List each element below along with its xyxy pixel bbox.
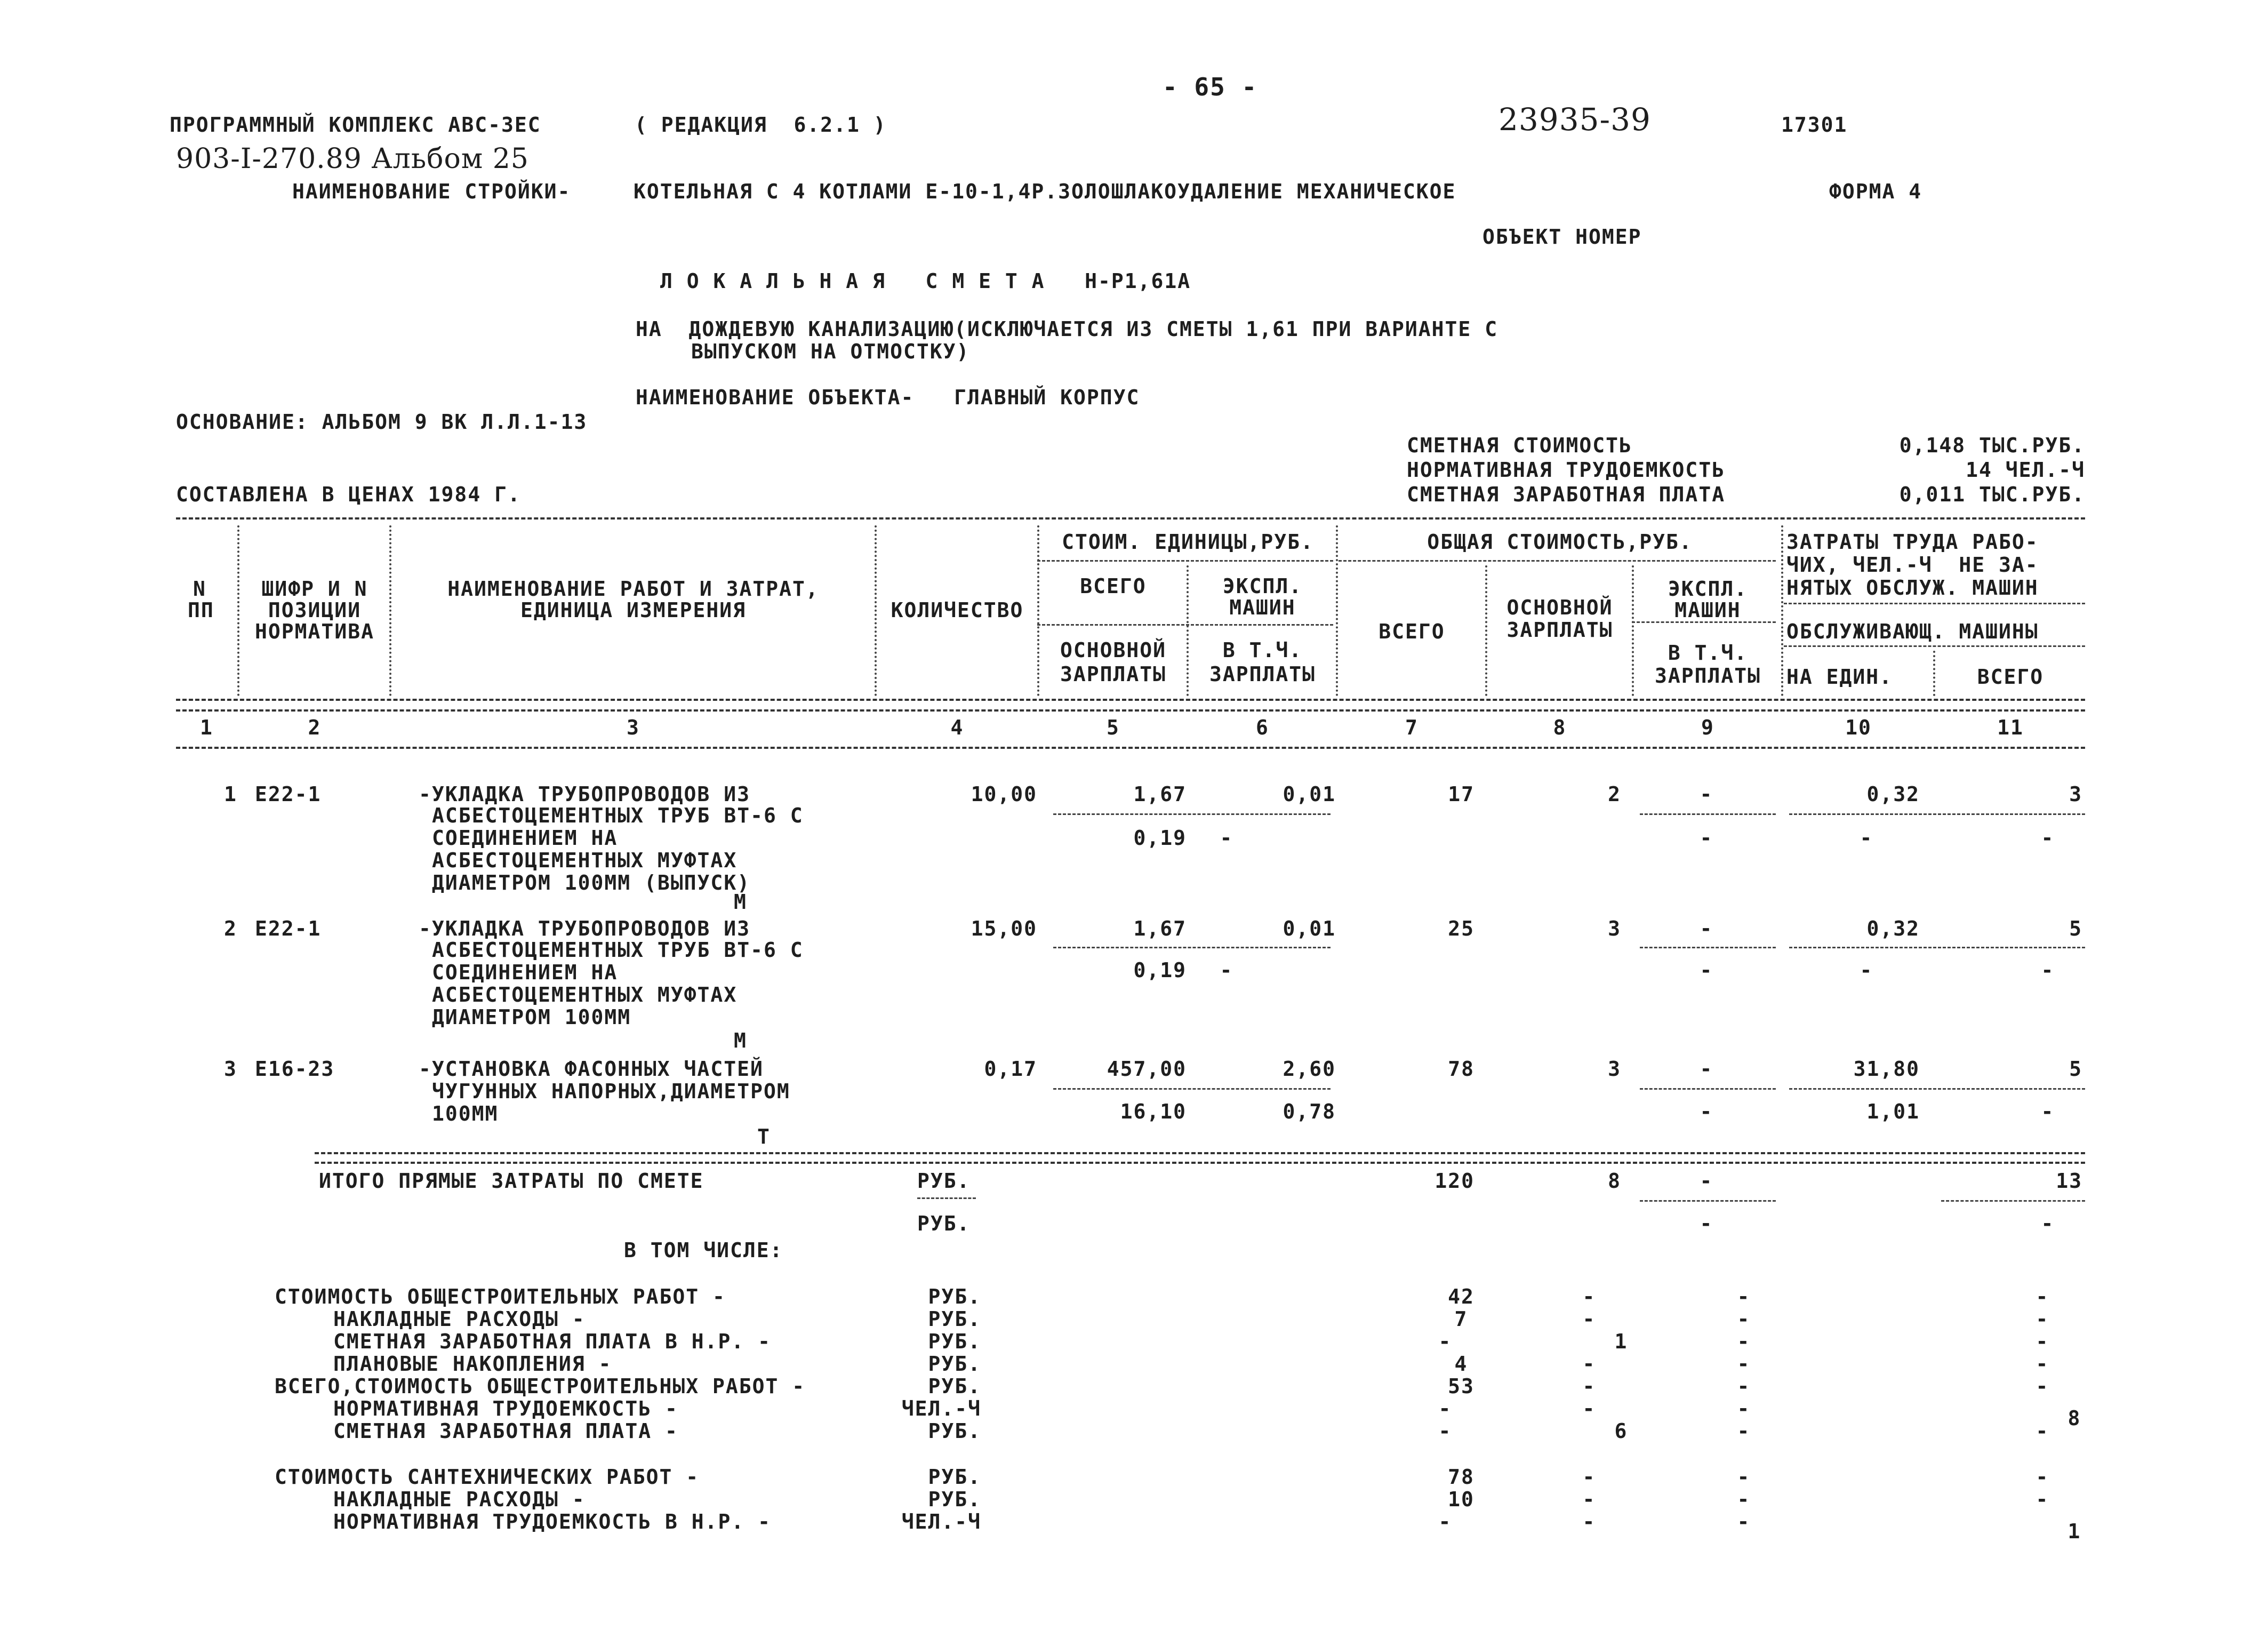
row-2-labor-split — [1789, 947, 2085, 948]
breakdown-unit: РУБ. — [928, 1375, 981, 1398]
row-3-unit: Т — [757, 1125, 771, 1148]
labor-service-label: ОБСЛУЖИВАЮЩ. МАШИНЫ — [1786, 620, 2039, 643]
breakdown-label: СТОИМОСТЬ ОБЩЕСТРОИТЕЛЬНЫХ РАБОТ - — [275, 1285, 726, 1308]
col-number-10: 10 — [1845, 716, 1872, 739]
row-1-name-5: ДИАМЕТРОМ 100ММ (ВЫПУСК) — [432, 871, 751, 894]
row-2-tc-total: 25 — [1448, 917, 1474, 940]
row-2-unit: М — [734, 1029, 747, 1052]
subject-line-2: ВЫПУСКОМ НА ОТМОСТКУ) — [691, 340, 970, 363]
breakdown-unit: ЧЕЛ.-Ч — [901, 1397, 981, 1420]
breakdown-unit: РУБ. — [928, 1352, 981, 1376]
page-number: - 65 - — [1163, 73, 1258, 101]
breakdown-machines: - — [1737, 1375, 1751, 1398]
column-numbers-bottom-rule — [176, 747, 2085, 749]
edition: ( РЕДАКЦИЯ 6.2.1 ) — [635, 113, 887, 137]
total-cost-total-label: ВСЕГО — [1379, 620, 1445, 643]
breakdown-machines: - — [1737, 1419, 1751, 1443]
breakdown-labor: - — [2035, 1488, 2049, 1511]
construction-value: КОТЕЛЬНАЯ С 4 КОТЛАМИ Е-10-1,4Р.ЗОЛОШЛАКОУДАЛЕНИЕ МЕХАНИЧЕСКОЕ — [634, 180, 1456, 203]
summary-value-wage: 0,011 ТЫС.РУБ. — [1899, 483, 2085, 506]
col-number-8: 8 — [1553, 716, 1567, 739]
breakdown-total: 7 — [1454, 1307, 1468, 1331]
row-1-tc-split — [1640, 813, 1776, 815]
construction-label: НАИМЕНОВАНИЕ СТРОЙКИ- — [292, 180, 571, 203]
breakdown-machines: - — [1737, 1488, 1751, 1511]
row-1-uc-wage: 0,19 — [1133, 826, 1187, 850]
breakdown-wage: - — [1582, 1352, 1596, 1376]
col-sep-3 — [875, 525, 877, 696]
breakdown-label: ПЛАНОВЫЕ НАКОПЛЕНИЯ - — [333, 1352, 612, 1376]
unit-cost-wage-label-1: ОСНОВНОЙ — [1060, 638, 1167, 662]
row-1-name-2: АСБЕСТОЦЕМЕНТНЫХ ТРУБ ВТ-6 С — [432, 804, 804, 827]
breakdown-label: СМЕТНАЯ ЗАРАБОТНАЯ ПЛАТА - — [333, 1419, 678, 1443]
row-1-labor-unit: 0,32 — [1866, 782, 1920, 806]
breakdown-labor: - — [2035, 1465, 2049, 1489]
row-3-uc-machines: 2,60 — [1283, 1057, 1336, 1081]
row-1-tc-wage: 2 — [1608, 782, 1621, 806]
breakdown-total: 53 — [1448, 1375, 1474, 1398]
row-2-labor-total-2: - — [2041, 958, 2055, 982]
row-2-number: 2 — [224, 917, 237, 940]
col-sep-8 — [1632, 565, 1634, 696]
breakdown-total: 78 — [1448, 1465, 1474, 1489]
row-2-code: Е22-1 — [255, 917, 322, 940]
total-cost-machines-label-2: МАШИН — [1674, 598, 1741, 622]
row-2-uc-total: 1,67 — [1133, 917, 1187, 940]
unit-cost-title: СТОИМ. ЕДИНИЦЫ,РУБ. — [1062, 530, 1314, 554]
totals-wage: 8 — [1608, 1169, 1621, 1193]
row-1-labor-total-2: - — [2041, 826, 2055, 850]
row-2-name-1: -УКЛАДКА ТРУБОПРОВОДОВ ИЗ — [419, 917, 750, 940]
unit-cost-incl-label-2: ЗАРПЛАТЫ — [1209, 662, 1316, 686]
breakdown-labor: - — [2035, 1419, 2049, 1443]
total-cost-incl-label-2: ЗАРПЛАТЫ — [1654, 664, 1761, 688]
breakdown-machines: - — [1737, 1330, 1751, 1353]
totals-machines: - — [1700, 1169, 1713, 1193]
unit-cost-wage-label-2: ЗАРПЛАТЫ — [1060, 662, 1167, 686]
including-label: В ТОМ ЧИСЛЕ: — [624, 1239, 783, 1262]
breakdown-mid: 1 — [1614, 1330, 1628, 1353]
summary-label-wage: СМЕТНАЯ ЗАРАБОТНАЯ ПЛАТА — [1407, 483, 1726, 506]
col-n-label: N — [193, 577, 206, 601]
row-3-labor-total-2: - — [2041, 1100, 2055, 1123]
breakdown-machines: - — [1737, 1307, 1751, 1331]
row-3-tc-incl: - — [1700, 1100, 1713, 1123]
breakdown-wage: - — [1582, 1488, 1596, 1511]
row-2-name-5: ДИАМЕТРОМ 100ММ — [432, 1005, 631, 1029]
totals-machines-rule — [1640, 1200, 1776, 1202]
unit-cost-machines-label-2: МАШИН — [1229, 596, 1296, 619]
row-2-uc-machines: 0,01 — [1283, 917, 1336, 940]
totals-rule-2 — [315, 1162, 2085, 1164]
summary-value-labor: 14 ЧЕЛ.-Ч — [1966, 458, 2085, 482]
program-name: ПРОГРАММНЫЙ КОМПЛЕКС АВС-ЗЕС — [170, 113, 541, 137]
breakdown-labor: - — [2035, 1330, 2049, 1353]
breakdown-labor: 8 — [2067, 1407, 2081, 1430]
breakdown-label: ВСЕГО,СТОИМОСТЬ ОБЩЕСТРОИТЕЛЬНЫХ РАБОТ - — [275, 1375, 806, 1398]
breakdown-total: 10 — [1448, 1488, 1474, 1511]
form-number: ФОРМА 4 — [1829, 180, 1922, 203]
breakdown-total: - — [1438, 1397, 1452, 1420]
total-cost-wage-label-1: ОСНОВНОЙ — [1506, 596, 1613, 619]
row-1-tc-total: 17 — [1448, 782, 1474, 806]
col-sep-2 — [389, 525, 391, 696]
summary-label-cost: СМЕТНАЯ СТОИМОСТЬ — [1407, 434, 1632, 457]
row-3-labor-total: 5 — [2069, 1057, 2082, 1081]
row-3-uc-incl: 0,78 — [1283, 1100, 1336, 1123]
row-1-code: Е22-1 — [255, 782, 322, 806]
col-number-7: 7 — [1405, 716, 1418, 739]
breakdown-total: 4 — [1454, 1352, 1468, 1376]
totals-labor: 13 — [2056, 1169, 2082, 1193]
basis: ОСНОВАНИЕ: АЛЬБОМ 9 ВК Л.Л.1-13 — [176, 410, 588, 434]
row-1-split-rule — [1053, 813, 1331, 815]
breakdown-labor: 1 — [2067, 1520, 2081, 1543]
row-1-name-4: АСБЕСТОЦЕМЕНТНЫХ МУФТАХ — [432, 849, 738, 872]
breakdown-machines: - — [1737, 1465, 1751, 1489]
col-number-4: 4 — [950, 716, 964, 739]
breakdown-unit: ЧЕЛ.-Ч — [901, 1510, 981, 1533]
labor-total-label: ВСЕГО — [1977, 665, 2044, 689]
breakdown-label: СМЕТНАЯ ЗАРАБОТНАЯ ПЛАТА В Н.Р. - — [333, 1330, 771, 1353]
total-cost-title: ОБЩАЯ СТОИМОСТЬ,РУБ. — [1427, 530, 1693, 554]
breakdown-wage: - — [1582, 1307, 1596, 1331]
col-n-label-2: ПП — [188, 598, 214, 622]
unit-cost-subrule-2 — [1037, 624, 1333, 626]
total-cost-wage-label-2: ЗАРПЛАТЫ — [1506, 618, 1613, 642]
col-qty-label: КОЛИЧЕСТВО — [891, 598, 1024, 622]
col-sep-4 — [1037, 525, 1039, 696]
row-3-labor-split — [1789, 1088, 2085, 1090]
breakdown-wage: - — [1582, 1375, 1596, 1398]
col-name-label-1: НАИМЕНОВАНИЕ РАБОТ И ЗАТРАТ, — [447, 577, 819, 601]
row-1-labor-split — [1789, 813, 2085, 815]
table-top-rule — [176, 517, 2085, 520]
total-cost-machines-label-1: ЭКСПЛ. — [1668, 577, 1748, 601]
breakdown-unit: РУБ. — [928, 1465, 981, 1489]
row-2-tc-incl: - — [1700, 958, 1713, 982]
breakdown-machines: - — [1737, 1510, 1751, 1533]
row-2-labor-unit: 0,32 — [1866, 917, 1920, 940]
row-3-name-2: ЧУГУННЫХ НАПОРНЫХ,ДИАМЕТРОМ — [432, 1080, 790, 1103]
breakdown-machines: - — [1737, 1397, 1751, 1420]
unit-cost-machines-label-1: ЭКСПЛ. — [1222, 574, 1303, 598]
document-title: Л О К А Л Ь Н А Я С М Е Т А Н-Р1,61А — [660, 269, 1191, 293]
breakdown-labor: - — [2035, 1352, 2049, 1376]
row-1-uc-incl: - — [1220, 826, 1233, 850]
row-2-split-rule — [1053, 947, 1331, 948]
row-3-tc-split — [1640, 1088, 1776, 1090]
totals-unit: РУБ. — [917, 1169, 971, 1193]
breakdown-wage: - — [1582, 1285, 1596, 1308]
breakdown-label: НАКЛАДНЫЕ РАСХОДЫ - — [333, 1488, 586, 1511]
breakdown-unit: РУБ. — [928, 1330, 981, 1353]
breakdown-unit: РУБ. — [928, 1419, 981, 1443]
breakdown-unit: РУБ. — [928, 1307, 981, 1331]
unit-cost-total-label: ВСЕГО — [1080, 574, 1147, 598]
column-numbers-top-rule — [176, 709, 2085, 712]
row-3-code: Е16-23 — [255, 1057, 335, 1081]
breakdown-label: СТОИМОСТЬ САНТЕХНИЧЕСКИХ РАБОТ - — [275, 1465, 700, 1489]
header-bottom-rule — [176, 699, 2085, 701]
col-number-3: 3 — [627, 716, 640, 739]
row-2-name-4: АСБЕСТОЦЕМЕНТНЫХ МУФТАХ — [432, 983, 738, 1006]
total-cost-subrule — [1339, 560, 1776, 562]
col-number-5: 5 — [1107, 716, 1120, 739]
breakdown-wage: - — [1582, 1397, 1596, 1420]
row-1-name-1: -УКЛАДКА ТРУБОПРОВОДОВ ИЗ — [419, 782, 750, 806]
breakdown-label: НОРМАТИВНАЯ ТРУДОЕМКОСТЬ В Н.Р. - — [333, 1510, 771, 1533]
row-3-split-rule — [1053, 1088, 1331, 1090]
breakdown-label: НОРМАТИВНАЯ ТРУДОЕМКОСТЬ - — [333, 1397, 678, 1420]
col-sep-10 — [1933, 651, 1935, 696]
col-number-11: 11 — [1997, 716, 2024, 739]
document-code-2: 17301 — [1781, 113, 1848, 137]
row-1-uc-machines: 0,01 — [1283, 782, 1336, 806]
row-3-name-1: -УСТАНОВКА ФАСОННЫХ ЧАСТЕЙ — [419, 1057, 764, 1081]
totals-machines-2: - — [1700, 1212, 1713, 1235]
row-1-labor-total: 3 — [2069, 782, 2082, 806]
totals-unit-2: РУБ. — [917, 1212, 971, 1235]
breakdown-wage: - — [1582, 1510, 1596, 1533]
row-3-qty: 0,17 — [984, 1057, 1037, 1081]
col-number-2: 2 — [308, 716, 322, 739]
labor-subrule — [1784, 603, 2085, 604]
row-1-tc-machines: - — [1700, 782, 1713, 806]
breakdown-unit: РУБ. — [928, 1488, 981, 1511]
breakdown-wage: - — [1582, 1465, 1596, 1489]
row-3-labor-unit-2: 1,01 — [1866, 1100, 1920, 1123]
row-2-name-3: СОЕДИНЕНИЕМ НА — [432, 961, 618, 984]
row-3-number: 3 — [224, 1057, 237, 1081]
labor-label-2: ЧИХ, ЧЕЛ.-Ч НЕ ЗА- — [1786, 553, 2039, 577]
totals-label: ИТОГО ПРЯМЫЕ ЗАТРАТЫ ПО СМЕТЕ — [319, 1169, 704, 1193]
col-number-9: 9 — [1701, 716, 1714, 739]
col-number-6: 6 — [1256, 716, 1269, 739]
totals-labor-rule — [1941, 1200, 2085, 1202]
row-2-tc-wage: 3 — [1608, 917, 1621, 940]
row-3-tc-machines: - — [1700, 1057, 1713, 1081]
row-2-name-2: АСБЕСТОЦЕМЕНТНЫХ ТРУБ ВТ-6 С — [432, 938, 804, 962]
breakdown-total: 42 — [1448, 1285, 1474, 1308]
summary-value-cost: 0,148 ТЫС.РУБ. — [1899, 434, 2085, 457]
row-3-labor-unit: 31,80 — [1853, 1057, 1920, 1081]
totals-unit-rule — [917, 1197, 976, 1199]
breakdown-unit: РУБ. — [928, 1285, 981, 1308]
row-3-name-3: 100ММ — [432, 1102, 499, 1125]
col-sep-7 — [1485, 565, 1487, 696]
row-2-uc-wage: 0,19 — [1133, 958, 1187, 982]
col-sep-1 — [237, 525, 239, 696]
row-2-uc-incl: - — [1220, 958, 1233, 982]
breakdown-labor: - — [2035, 1307, 2049, 1331]
breakdown-mid: 6 — [1614, 1419, 1628, 1443]
totals-rule — [315, 1152, 2085, 1154]
subject-line-1: НА ДОЖДЕВУЮ КАНАЛИЗАЦИЮ(ИСКЛЮЧАЕТСЯ ИЗ СМЕТЫ 1,61 ПРИ ВАРИАНТЕ С — [636, 317, 1498, 341]
unit-cost-subrule — [1037, 560, 1333, 562]
breakdown-machines: - — [1737, 1285, 1751, 1308]
labor-label-1: ЗАТРАТЫ ТРУДА РАБО- — [1786, 530, 2039, 554]
total-cost-incl-label-1: В Т.Ч. — [1668, 641, 1748, 665]
album-reference: 903-I-270.89 Альбом 25 — [176, 143, 529, 175]
breakdown-total: - — [1438, 1419, 1452, 1443]
totals-labor-2: - — [2041, 1212, 2055, 1235]
row-1-name-3: СОЕДИНЕНИЕМ НА — [432, 826, 618, 850]
labor-subrule-2 — [1784, 645, 2085, 647]
col-sep-6 — [1336, 525, 1338, 696]
breakdown-label: НАКЛАДНЫЕ РАСХОДЫ - — [333, 1307, 586, 1331]
row-3-tc-total: 78 — [1448, 1057, 1474, 1081]
object-number: ОБЪЕКТ НОМЕР — [1482, 225, 1642, 249]
row-3-uc-wage: 16,10 — [1120, 1100, 1187, 1123]
row-2-tc-split — [1640, 947, 1776, 948]
row-1-uc-total: 1,67 — [1133, 782, 1187, 806]
row-1-qty: 10,00 — [971, 782, 1037, 806]
breakdown-labor: - — [2035, 1285, 2049, 1308]
breakdown-labor: - — [2035, 1375, 2049, 1398]
row-1-labor-unit-2: - — [1860, 826, 1873, 850]
row-1-number: 1 — [224, 782, 237, 806]
breakdown-total: - — [1438, 1330, 1452, 1353]
breakdown-total: - — [1438, 1510, 1452, 1533]
compiled-prices: СОСТАВЛЕНА В ЦЕНАХ 1984 Г. — [176, 483, 521, 506]
breakdown-machines: - — [1737, 1352, 1751, 1376]
document-code: 23935-39 — [1498, 101, 1651, 138]
row-3-uc-total: 457,00 — [1107, 1057, 1187, 1081]
summary-label-labor: НОРМАТИВНАЯ ТРУДОЕМКОСТЬ — [1407, 458, 1726, 482]
row-1-unit: М — [734, 890, 747, 914]
col-code-label-1: ШИФР И N — [261, 577, 368, 601]
col-sep-5 — [1187, 565, 1189, 696]
totals-total: 120 — [1434, 1169, 1474, 1193]
col-number-1: 1 — [200, 716, 213, 739]
col-name-label-2: ЕДИНИЦА ИЗМЕРЕНИЯ — [520, 598, 746, 622]
row-2-qty: 15,00 — [971, 917, 1037, 940]
row-2-labor-total: 5 — [2069, 917, 2082, 940]
object-name: НАИМЕНОВАНИЕ ОБЪЕКТА- ГЛАВНЫЙ КОРПУС — [636, 386, 1140, 409]
row-1-tc-incl: - — [1700, 826, 1713, 850]
row-2-tc-machines: - — [1700, 917, 1713, 940]
unit-cost-incl-label-1: В Т.Ч. — [1222, 638, 1303, 662]
row-3-tc-wage: 3 — [1608, 1057, 1621, 1081]
col-code-label-3: НОРМАТИВА — [255, 620, 374, 643]
col-sep-9 — [1781, 525, 1783, 696]
row-2-labor-unit-2: - — [1860, 958, 1873, 982]
col-code-label-2: ПОЗИЦИИ — [268, 598, 362, 622]
labor-per-unit-label: НА ЕДИН. — [1786, 665, 1893, 689]
labor-label-3: НЯТЫХ ОБСЛУЖ. МАШИН — [1786, 576, 2039, 600]
